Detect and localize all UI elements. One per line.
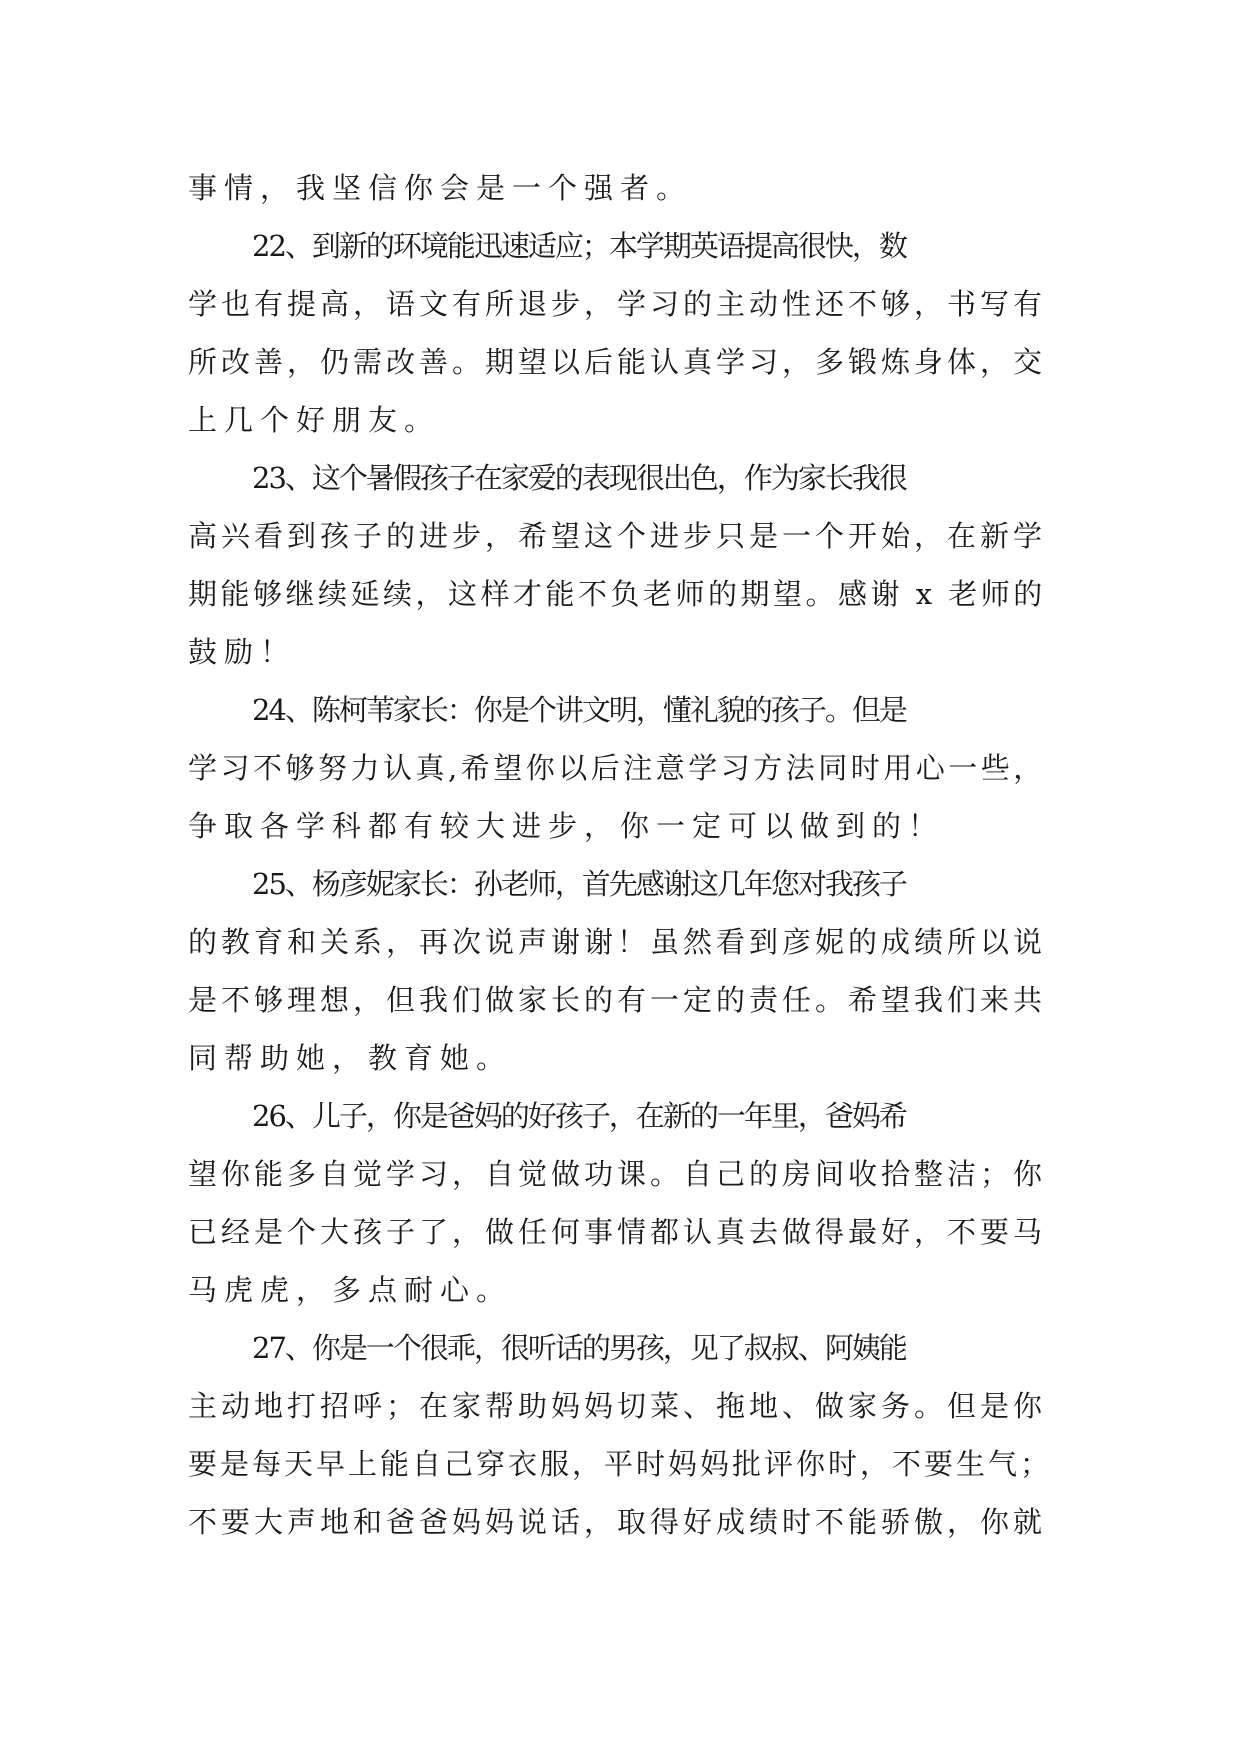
- text-line: 马虎虎，多点耐心。: [188, 1273, 513, 1307]
- text-line: 争取各学科都有较大进步，你一定可以做到的！: [188, 809, 945, 843]
- paragraph-22: [188, 217, 1054, 449]
- paragraph-27: [188, 1319, 1054, 1551]
- text-line: 不要大声地和爸爸妈妈说话，取得好成绩时不能骄傲，你就: [188, 1505, 1047, 1539]
- text-line: 27、你是一个很乖，很听话的男孩，见了叔叔、阿姨能: [252, 1331, 906, 1365]
- text-line: 是不够理想，但我们做家长的有一定的责任。希望我们来共: [188, 983, 1047, 1017]
- paragraph-25: [188, 855, 1054, 1087]
- text-line: 学也有提高，语文有所退步，学习的主动性还不够，书写有: [188, 287, 1047, 321]
- text-line: 22、到新的环境能迅速适应；本学期英语提高很快，数: [252, 229, 906, 263]
- text-line: 23、这个暑假孩子在家爱的表现很出色，作为家长我很: [252, 461, 906, 495]
- text-line: 25、杨彦妮家长：孙老师，首先感谢这几年您对我孩子: [252, 867, 906, 901]
- text-line: 望你能多自觉学习，自觉做功课。自己的房间收拾整洁；你: [188, 1157, 1047, 1191]
- paragraph: [188, 159, 1054, 217]
- text-line: 同帮助她，教育她。: [188, 1041, 513, 1075]
- text-line: 26、儿子，你是爸妈的好孩子，在新的一年里，爸妈希: [252, 1099, 906, 1133]
- text-line: 鼓励！: [188, 635, 297, 669]
- text-line: 学习不够努力认真,希望你以后注意学习方法同时用心一些，: [188, 751, 1046, 785]
- text-line: 上几个好朋友。: [188, 403, 441, 437]
- paragraph-24: [188, 681, 1054, 855]
- text-line: 所改善，仍需改善。期望以后能认真学习，多锻炼身体，交: [188, 345, 1047, 379]
- text-line: 主动地打招呼；在家帮助妈妈切菜、拖地、做家务。但是你: [188, 1389, 1047, 1423]
- paragraph-23: [188, 449, 1054, 681]
- text-line: 已经是个大孩子了，做任何事情都认真去做得最好，不要马: [188, 1215, 1047, 1249]
- text-line: 的教育和关系，再次说声谢谢！虽然看到彦妮的成绩所以说: [188, 925, 1047, 959]
- text-line: 要是每天早上能自己穿衣服，平时妈妈批评你时，不要生气；: [188, 1447, 1053, 1481]
- text-line: 期能够继续延续，这样才能不负老师的期望。感谢 x 老师的: [188, 577, 1046, 611]
- text-line: 24、陈柯苇家长：你是个讲文明，懂礼貌的孩子。但是: [252, 693, 906, 727]
- paragraph-26: [188, 1087, 1054, 1319]
- document-body: [188, 159, 1054, 1551]
- text-line: 事情，我坚信你会是一个强者。: [188, 171, 693, 205]
- text-line: 高兴看到孩子的进步，希望这个进步只是一个开始，在新学: [188, 519, 1047, 553]
